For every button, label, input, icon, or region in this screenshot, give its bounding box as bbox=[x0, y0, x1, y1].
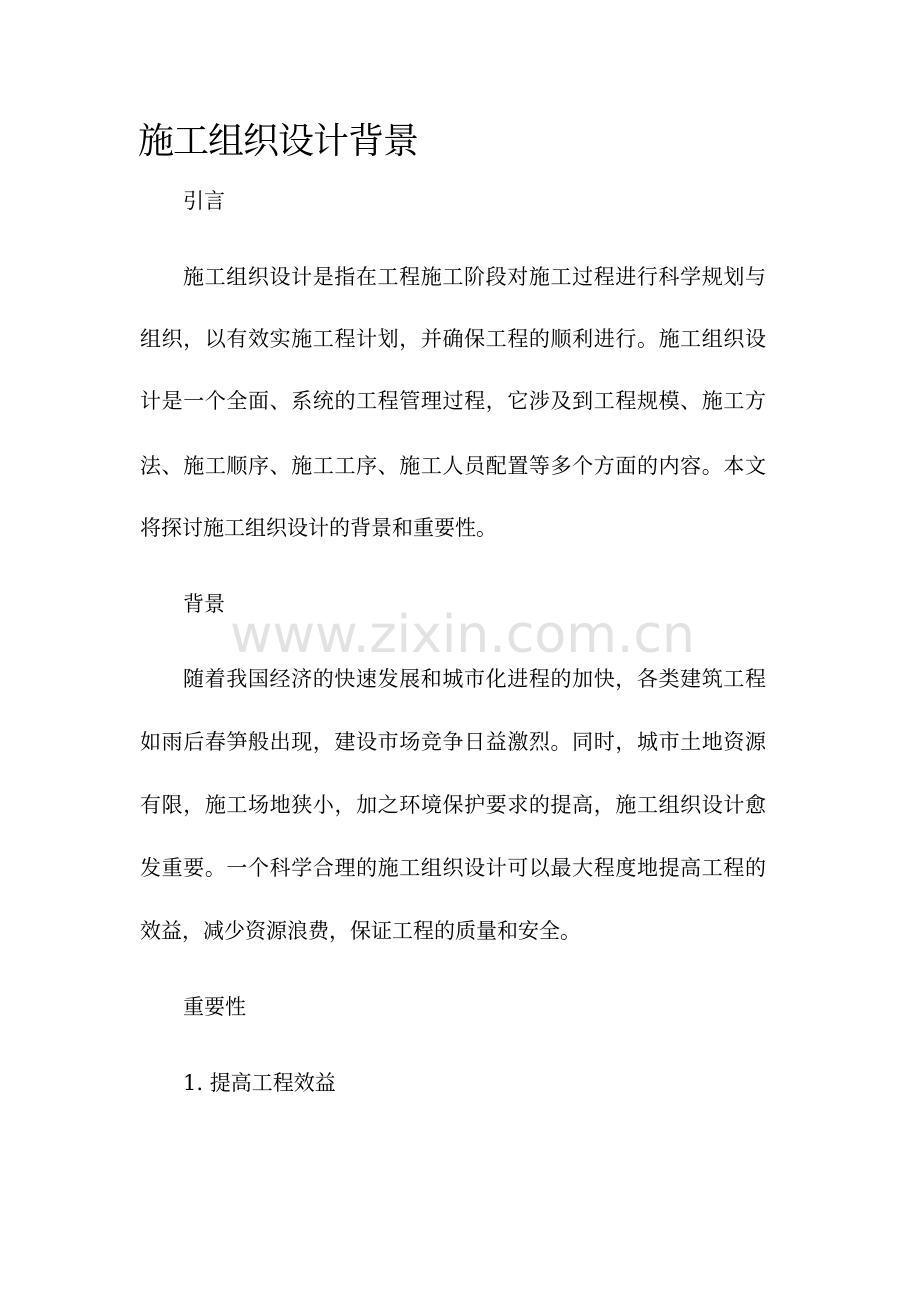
list-item: 1. 提高工程效益 bbox=[183, 1071, 336, 1095]
background-paragraph-line: 如雨后春笋般出现，建设市场竞争日益激烈。同时，城市土地资源 bbox=[140, 730, 766, 754]
watermark-text: www.zixin.com.cn bbox=[230, 605, 695, 665]
intro-paragraph-line: 法、施工顺序、施工工序、施工人员配置等多个方面的内容。本文 bbox=[140, 454, 766, 478]
intro-paragraph-line: 施工组织设计是指在工程施工阶段对施工过程进行科学规划与 bbox=[183, 265, 766, 289]
section-heading-intro: 引言 bbox=[183, 189, 225, 213]
background-paragraph-line: 随着我国经济的快速发展和城市化进程的加快，各类建筑工程 bbox=[183, 667, 766, 691]
background-paragraph-line: 发重要。一个科学合理的施工组织设计可以最大程度地提高工程的 bbox=[140, 856, 766, 880]
intro-paragraph-line: 将探讨施工组织设计的背景和重要性。 bbox=[140, 516, 497, 540]
intro-paragraph-line: 计是一个全面、系统的工程管理过程，它涉及到工程规模、施工方 bbox=[140, 389, 766, 413]
section-heading-background: 背景 bbox=[183, 592, 225, 616]
document-title: 施工组织设计背景 bbox=[138, 121, 419, 162]
section-heading-importance: 重要性 bbox=[183, 995, 246, 1019]
background-paragraph-line: 效益，减少资源浪费，保证工程的质量和安全。 bbox=[140, 919, 581, 943]
background-paragraph-line: 有限，施工场地狭小，加之环境保护要求的提高，施工组织设计愈 bbox=[140, 793, 766, 817]
intro-paragraph-line: 组织，以有效实施工程计划，并确保工程的顺利进行。施工组织设 bbox=[140, 327, 766, 351]
